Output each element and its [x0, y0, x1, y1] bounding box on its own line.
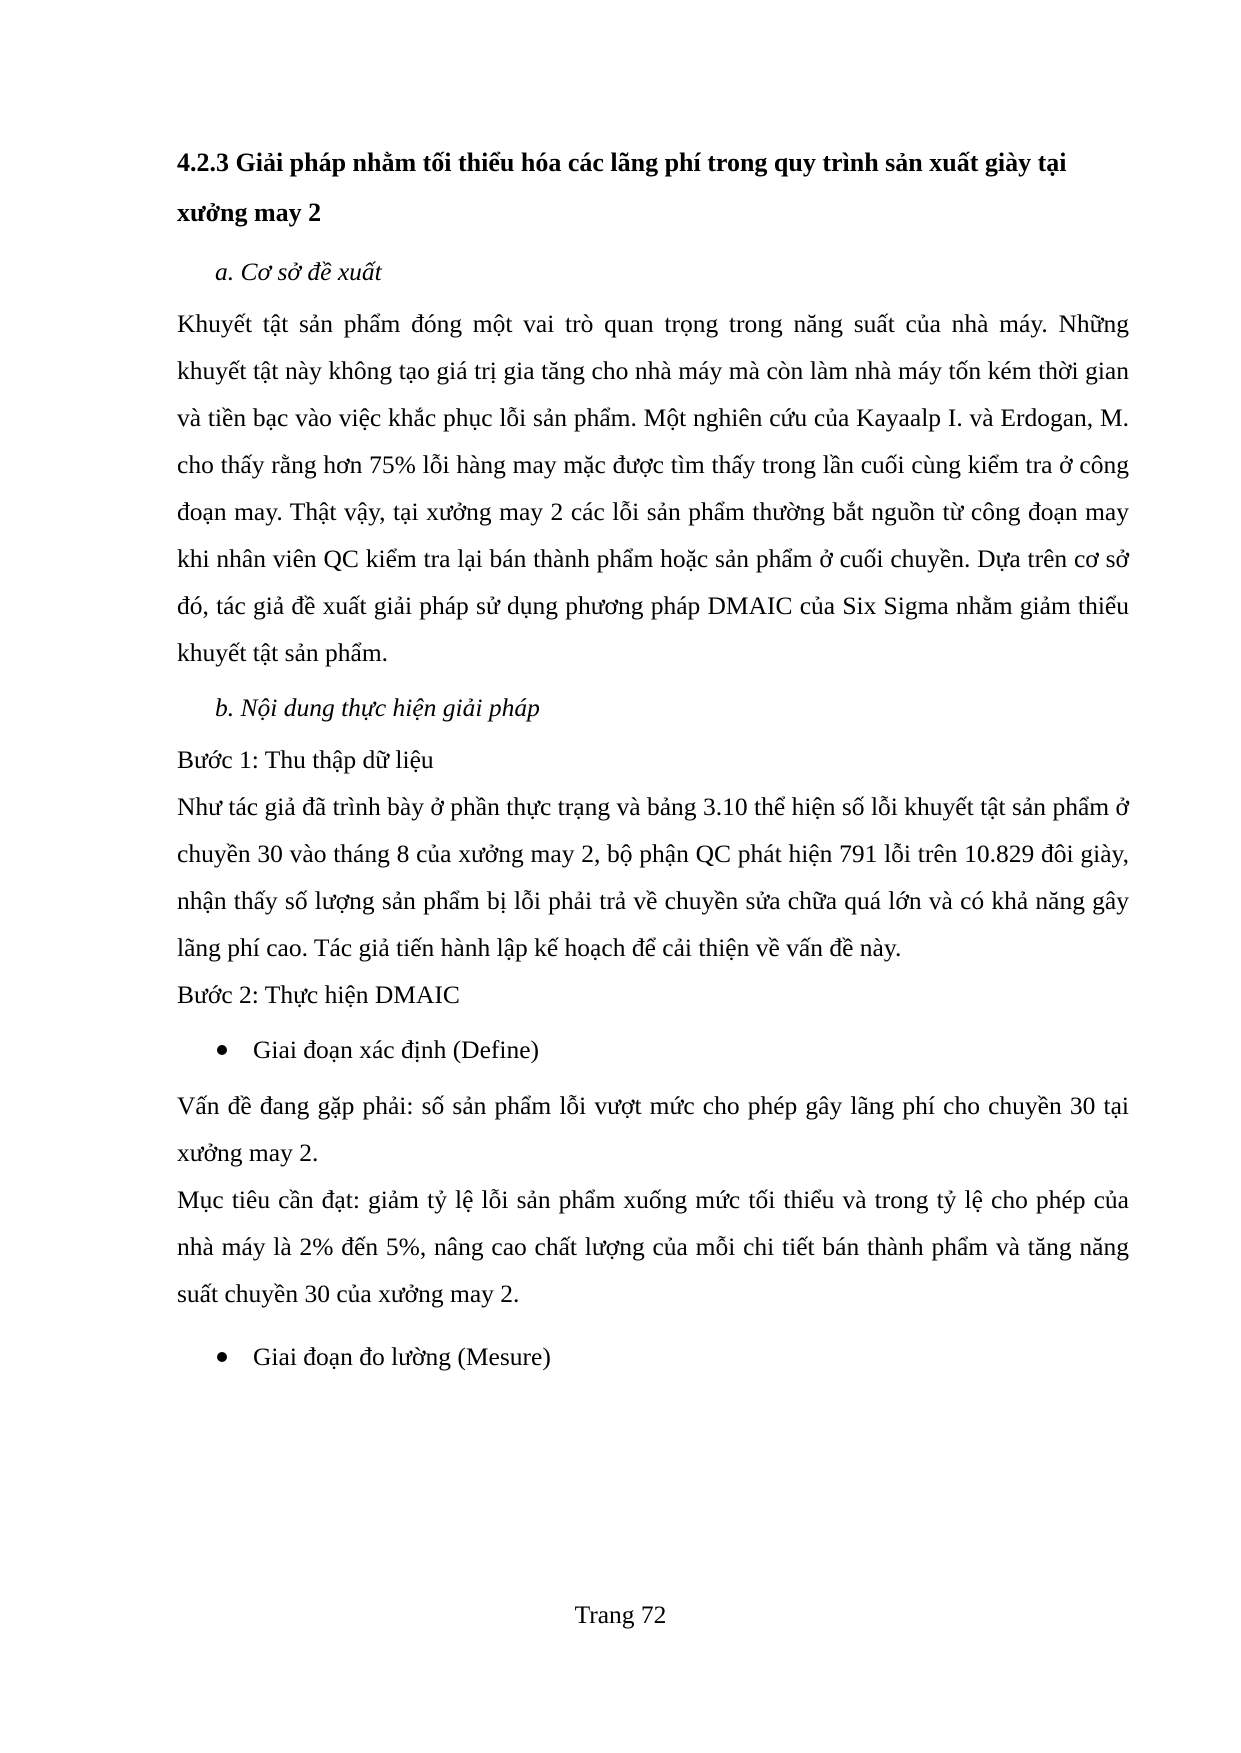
- section-heading: 4.2.3 Giải pháp nhằm tối thiểu hóa các lãng phí trong quy trình sản xuất giày tại xưởng may 2: [177, 148, 1067, 227]
- paragraph-goal: Mục tiêu cần đạt: giảm tỷ lệ lỗi sản phẩm xuống mức tối thiểu và trong tỷ lệ cho phép của nhà máy là 2% đến 5%, nâng cao chất lượng của mỗi chi tiết bán thành phẩm và tăng năng suất chuyền 30 của xưởng may 2.: [177, 1185, 1129, 1308]
- step2-title: Bước 2: Thực hiện DMAIC: [177, 980, 460, 1009]
- spacer: [177, 1072, 1129, 1082]
- spacer: [177, 1317, 1129, 1335]
- paragraph-step1: Như tác giả đã trình bày ở phần thực trạng và bảng 3.10 thể hiện số lỗi khuyết tật sản phẩm ở chuyền 30 vào tháng 8 của xưởng may 2, bộ phận QC phát hiện 791 lỗi trên 10.829 đôi giày, nhận thấy số lượng sản phẩm bị lỗi phải trả về chuyền sửa chữa quá lớn và có khả năng gây lãng phí cao. Tác giả tiến hành lập kế hoạch để cải thiện về vấn đề này.: [177, 792, 1129, 962]
- page-content: [177, 138, 1129, 1379]
- subheading-a: a. Cơ sở đề xuất: [215, 257, 382, 286]
- bullet-dot-icon: [217, 1352, 227, 1362]
- page-number: Trang 72: [574, 1600, 667, 1629]
- paragraph-basis: Khuyết tật sản phẩm đóng một vai trò quan trọng trong năng suất của nhà máy. Những khuyết tật này không tạo giá trị gia tăng cho nhà máy mà còn làm nhà máy tốn kém thời gian và tiền bạc vào việc khắc phục lỗi sản phẩm. Một nghiên cứu của Kayaalp I. và Erdogan, M. cho thấy rằng hơn 75% lỗi hàng may mặc được tìm thấy trong lần cuối cùng kiểm tra ở công đoạn may. Thật vậy, tại xưởng may 2 các lỗi sản phẩm thường bắt nguồn từ công đoạn may khi nhân viên QC kiểm tra lại bán thành phẩm hoặc sản phẩm ở cuối chuyền. Dựa trên cơ sở đó, tác giả đề xuất giải pháp sử dụng phương pháp DMAIC của Six Sigma nhằm giảm thiểu khuyết tật sản phẩm.: [177, 309, 1129, 667]
- spacer: [177, 676, 1129, 686]
- bullet-measure-text: Giai đoạn đo lường (Mesure): [253, 1342, 551, 1371]
- step1-title: Bước 1: Thu thập dữ liệu: [177, 745, 434, 774]
- paragraph-problem: Vấn đề đang gặp phải: số sản phẩm lỗi vượt mức cho phép gây lãng phí cho chuyền 30 tại xưởng may 2.: [177, 1091, 1129, 1167]
- bullet-define-text: Giai đoạn xác định (Define): [253, 1035, 540, 1064]
- bullet-dot-icon: [217, 1045, 227, 1055]
- subheading-b: b. Nội dung thực hiện giải pháp: [215, 693, 540, 722]
- bullet-define: [217, 1028, 1129, 1072]
- bullet-measure: [217, 1335, 1129, 1379]
- spacer: [177, 1018, 1129, 1028]
